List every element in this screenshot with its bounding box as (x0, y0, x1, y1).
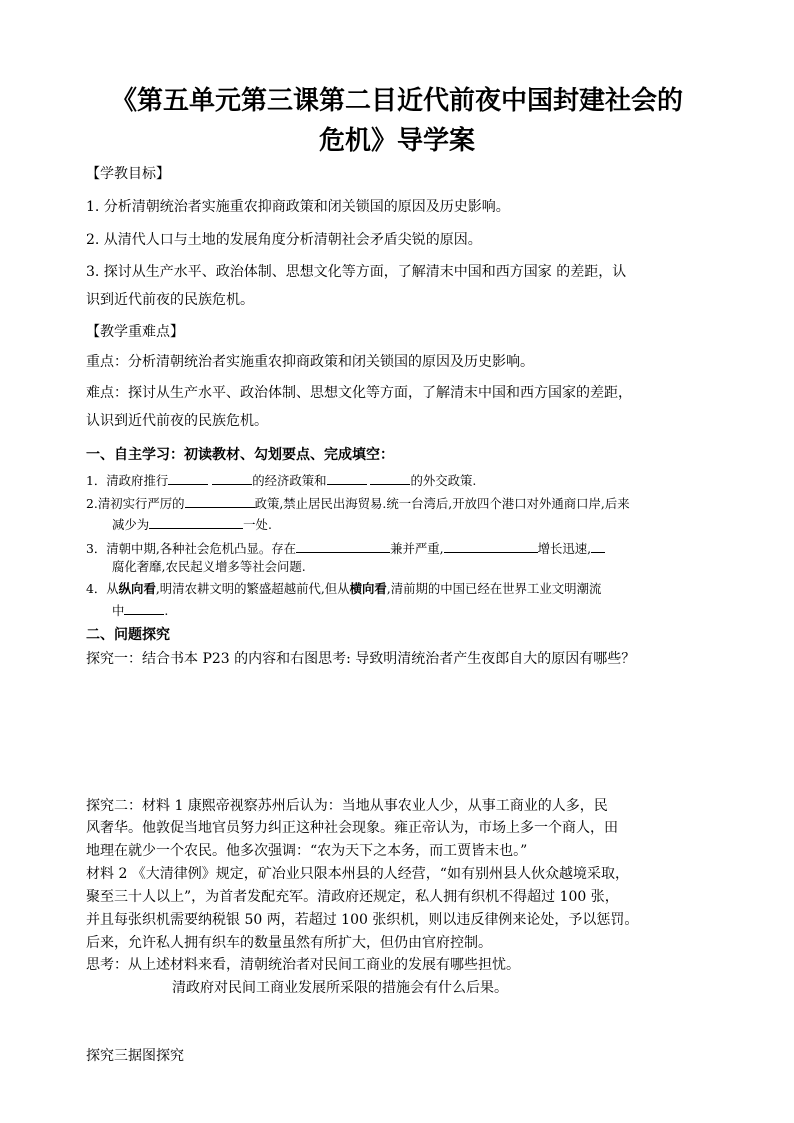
q3-blank-1[interactable] (296, 538, 390, 553)
q1-text-b: 的经济政策和 (252, 473, 327, 488)
section2-heading: 二、问题探究 (86, 627, 170, 643)
goal-item-3: 3. 探讨从生产水平、政治体制、思想文化等方面，了解清末中国和西方国家 的差距，认 (86, 264, 627, 280)
q2-text-c: 减少为 (112, 517, 150, 532)
q4-vertical-emphasis: 纵向看 (118, 581, 156, 596)
document-title-line2: 危机》导学案 (318, 126, 475, 156)
explore-2-line-6: 并且每张织机需要纳税银 50 两，若超过 100 张织机，则以违反律例来论处，予以惩罚。 (86, 912, 639, 928)
explore-1: 探究一：结合书本 P23 的内容和右图思考: 导致明清统治者产生夜郎自大的原因有哪些？ (86, 651, 636, 667)
keypoint-difficulty: 难点：探讨从生产水平、政治体制、思想文化等方面，了解清末中国和西方国家的差距， (86, 385, 632, 401)
q4-text-e: ,清前期的中国已经在世界工业文明潮流 (386, 581, 602, 596)
q3-text-b: 兼并严重, (390, 541, 444, 556)
q1-blank-2b[interactable] (370, 470, 410, 485)
explore-2-line-5: 聚至三十人以上”，为首者发配充军。清政府还规定，私人拥有织机不得超过 100 张， (86, 889, 619, 905)
document-title-line1: 《第五单元第三课第二目近代前夜中国封建社会的 (110, 86, 683, 116)
q1-blank-1a[interactable] (168, 470, 208, 485)
explore-2-line-2: 风奢华。他敦促当地官员努力纠正这种社会现象。雍正帝认为，市场上多一个商人，田 (86, 820, 618, 836)
q3-text-a: 3．清朝中期,各种社会危机凸显。存在 (86, 541, 297, 556)
keypoint-difficulty-cont: 认识到近代前夜的民族危机。 (86, 413, 268, 429)
fill-question-3 (86, 538, 716, 559)
explore-2-line-1: 探究二：材料 1 康熙帝视察苏州后认为：当地从事农业人少，从事工商业的人多，民 (86, 798, 608, 814)
q3-blank-2[interactable] (444, 538, 538, 553)
q3-text-c: 增长迅速, (537, 541, 592, 556)
q1-text-a: 1．清政府推行 (86, 473, 169, 488)
goals-header: 【学教目标】 (86, 166, 170, 182)
q4-horizontal-emphasis: 横向看 (349, 581, 387, 596)
explore-2-line-7: 后来，允许私人拥有织车的数量虽然有所扩大，但仍由官府控制。 (86, 935, 492, 951)
q2-text-b: 政策,禁止居民出海贸易.统一台湾后,开放四个港口对外通商口岸,后来 (254, 496, 630, 511)
goal-item-3-cont: 识到近代前夜的民族危机。 (86, 292, 254, 308)
q2-text-a: 2.清初实行严厉的 (86, 496, 185, 511)
fill-question-3-cont: 腐化奢靡,农民起义增多等社会问题. (112, 559, 306, 574)
q4-blank-1[interactable] (124, 600, 164, 615)
q1-text-c: 的外交政策. (410, 473, 477, 488)
q4-text-f: 中 (112, 603, 125, 618)
q2-blank-2[interactable] (149, 514, 243, 529)
fill-question-2-cont (112, 514, 742, 535)
q1-blank-2a[interactable] (327, 470, 367, 485)
goal-item-2: 2. 从清代人口与土地的发展角度分析清朝社会矛盾尖锐的原因。 (86, 232, 482, 248)
section1-heading: 一、自主学习：初读教材、勾划要点、完成填空： (86, 447, 394, 463)
fill-question-1 (86, 470, 716, 491)
goal-item-1: 1. 分析清朝统治者实施重农抑商政策和闭关锁国的原因及历史影响。 (86, 199, 510, 215)
q2-blank-1[interactable] (185, 493, 255, 508)
keypoint-focus: 重点：分析清朝统治者实施重农抑商政策和闭关锁国的原因及历史影响。 (86, 354, 534, 370)
explore-2-line-9: 清政府对民间工商业发展所采限的措施会有什么后果。 (172, 980, 508, 996)
q2-text-d: 一处. (243, 517, 272, 532)
fill-question-4 (86, 579, 716, 599)
fill-question-2 (86, 493, 716, 514)
q1-blank-1b[interactable] (212, 470, 252, 485)
q4-text-c: ,明清农耕文明的繁盛超越前代,但从 (155, 581, 350, 596)
q4-text-a: 4．从 (86, 581, 119, 596)
explore-2-line-4: 材料 2 《大清律例》规定，矿冶业只限本州县的人经营，“如有别州县人伙众越境采取， (86, 866, 629, 882)
q4-text-g: . (164, 603, 169, 618)
explore-2-line-3: 地理在就少一个农民。他多次强调：“农为天下之本务，而工贾皆末也。” (86, 843, 528, 859)
explore-3: 探究三据图探究 (86, 1048, 184, 1064)
keypoints-header: 【教学重难点】 (86, 324, 184, 340)
explore-2-line-8: 思考：从上述材料来看，清朝统治者对民间工商业的发展有哪些担忧。 (86, 957, 520, 973)
q3-blank-3[interactable] (591, 538, 605, 553)
fill-question-4-cont (112, 600, 742, 621)
